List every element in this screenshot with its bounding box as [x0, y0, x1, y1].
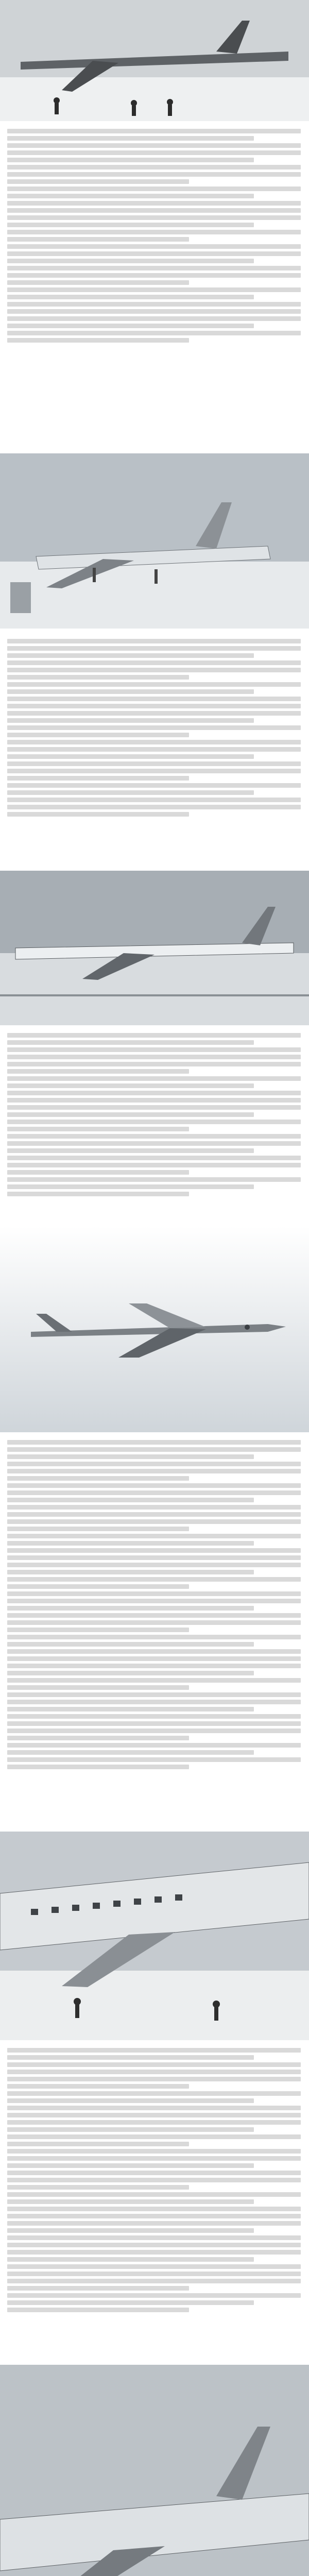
photo-airliner-closeup: [0, 1832, 309, 2040]
photo-airliner-tarmac: [0, 871, 309, 1025]
text-block-2: [7, 639, 301, 855]
photo-airliner-parked: [0, 453, 309, 629]
photo-airliner-snow: [0, 0, 309, 121]
photo-airliner-crowd: [0, 2365, 309, 2576]
text-block-3: [7, 1033, 301, 1221]
text-block-1: [7, 129, 301, 438]
text-block-5: [7, 2048, 301, 2357]
photo-interceptor-flight: [0, 1226, 309, 1432]
text-block-4: [7, 1440, 301, 1821]
